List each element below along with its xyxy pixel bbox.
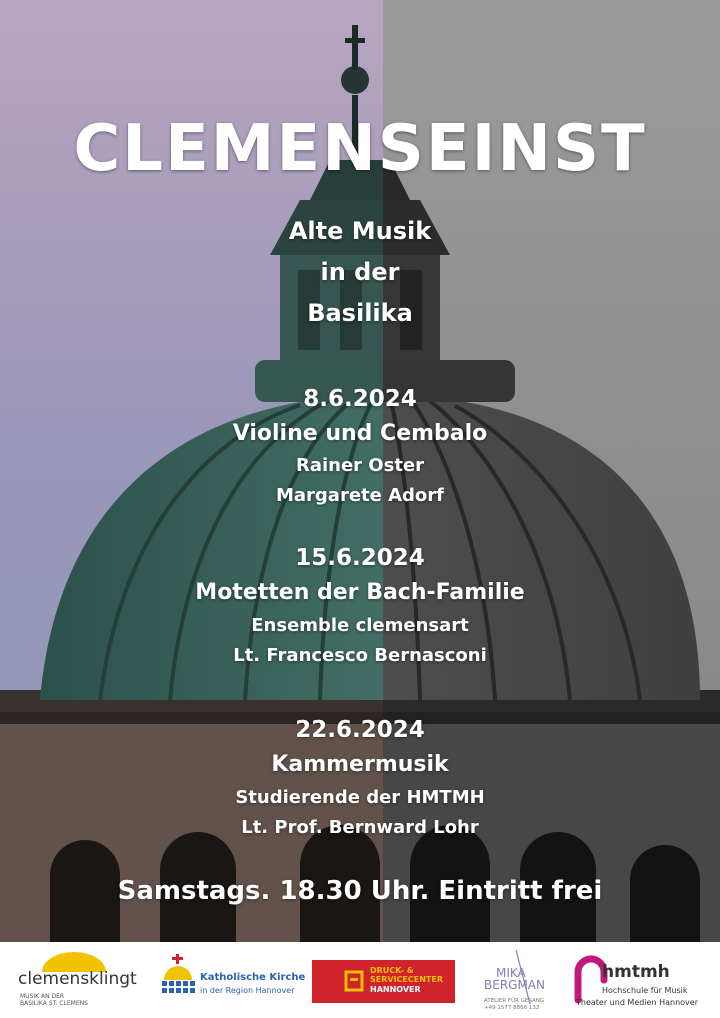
mika-line-1: MIKA [496, 966, 526, 980]
logo-druck-servicecenter [312, 942, 455, 1018]
hmtmh-name: hmtmh [602, 962, 670, 982]
poster-title: CLEMENSEINST [73, 112, 647, 186]
concert-1-performer-2: Margarete Adorf [275, 485, 445, 506]
church-icon [160, 954, 196, 1000]
concert-3-performer-1: Studierende der HMTMH [235, 787, 485, 808]
logo-hmtmh [568, 942, 713, 1018]
concert-2-program: Motetten der Bach-Familie [195, 580, 525, 605]
subtitle-line-3: Basilika [307, 299, 413, 327]
sponsor-logo-bar [0, 942, 720, 1018]
druck-line-2: SERVICECENTER [370, 975, 444, 984]
kirche-line-1: Katholische Kirche [200, 972, 306, 983]
mika-line-3: ATELIER FÜR GESANG [484, 998, 545, 1004]
clemensklingt-tagline-2: BASILIKA ST. CLEMENS [20, 1000, 88, 1007]
logo-clemensklingt [14, 942, 137, 1018]
clemensklingt-tagline-1: MUSIK AN DER [20, 993, 65, 1000]
concert-3-program: Kammermusik [271, 752, 449, 777]
concert-2-date: 15.6.2024 [295, 545, 425, 571]
druck-line-3: HANNOVER [370, 985, 421, 994]
concert-1-performer-1: Rainer Oster [295, 455, 425, 476]
subtitle-line-1: Alte Musik [288, 217, 432, 245]
kirche-line-2: in der Region Hannover [200, 986, 295, 995]
concert-3-performer-2: Lt. Prof. Bernward Lohr [241, 817, 479, 838]
druck-line-1: DRUCK- & [370, 966, 414, 975]
concert-2-performer-1: Ensemble clemensart [251, 615, 469, 636]
concert-2-performer-2: Lt. Francesco Bernasconi [233, 645, 487, 666]
logo-katholische-kirche [160, 942, 306, 1018]
logo-mika-bergman [478, 942, 548, 1018]
printer-icon [344, 970, 364, 992]
concert-1-program: Violine und Cembalo [232, 421, 488, 446]
hmtmh-line-1: Hochschule für Musik [602, 986, 688, 995]
mika-line-2: BERGMAN [484, 978, 545, 992]
hmtmh-line-2: Theater und Medien Hannover [576, 998, 698, 1007]
concert-1-date: 8.6.2024 [303, 386, 417, 412]
clemensklingt-name: clemensklingt [18, 969, 137, 989]
schedule-footer: Samstags. 18.30 Uhr. Eintritt frei [117, 876, 603, 906]
concert-3-date: 22.6.2024 [295, 717, 425, 743]
subtitle-line-2: in der [320, 258, 400, 286]
mika-line-4: +49 1577 8866 132 [484, 1005, 540, 1011]
